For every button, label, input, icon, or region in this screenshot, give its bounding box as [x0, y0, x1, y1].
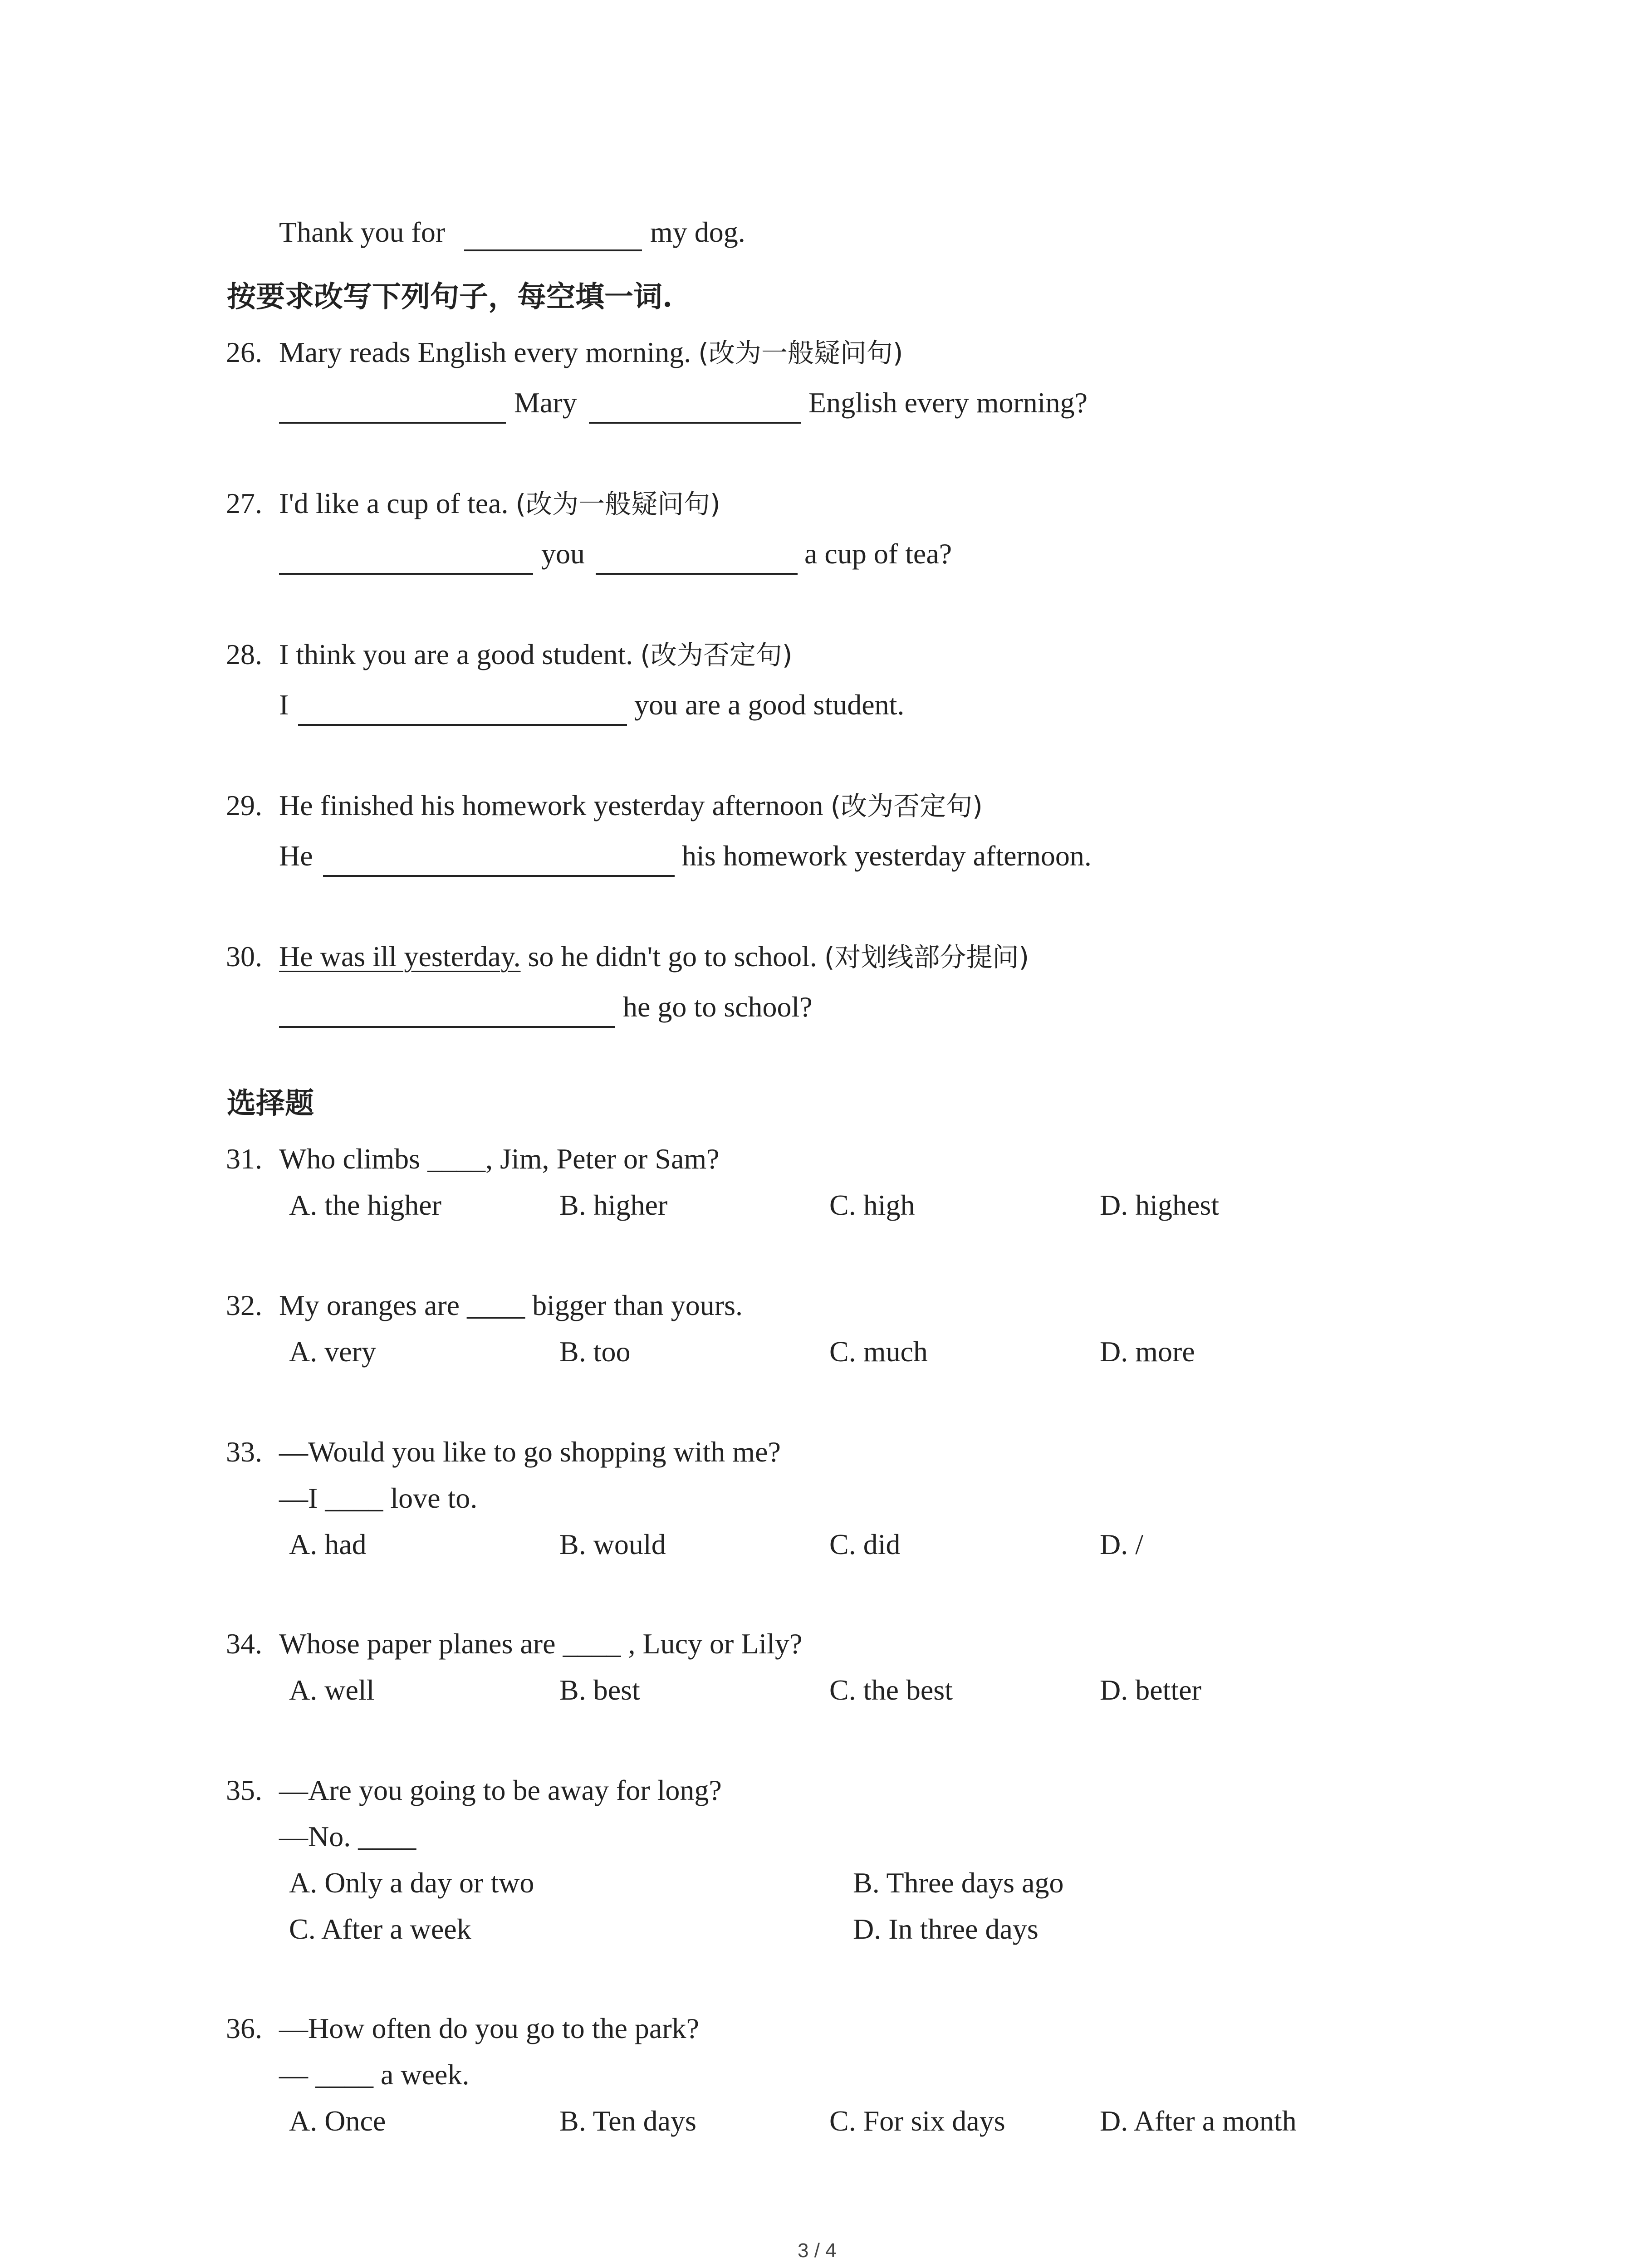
- q34-option-b[interactable]: B. best: [559, 1674, 640, 1706]
- q27-answer-end: a cup of tea?: [804, 538, 952, 570]
- q30-prompt: [279, 938, 1029, 975]
- q35-line-1: —Are you going to be away for long?: [279, 1774, 722, 1806]
- q33-number: 33.: [226, 1436, 262, 1468]
- q34-option-a[interactable]: A. well: [289, 1674, 375, 1706]
- q29-answer-start: He: [279, 840, 313, 872]
- q26-answer-mid: Mary: [514, 386, 577, 419]
- q28-note: (改为否定句): [640, 640, 793, 670]
- q35-option-b[interactable]: B. Three days ago: [853, 1867, 1064, 1899]
- q26-blank-1[interactable]: [279, 422, 506, 424]
- top-line-blank[interactable]: [464, 249, 642, 251]
- q29-answer-end: his homework yesterday afternoon.: [682, 840, 1092, 872]
- q31-option-b[interactable]: B. higher: [559, 1189, 668, 1221]
- q27-prompt: [279, 485, 720, 522]
- q32-option-c[interactable]: C. much: [829, 1335, 928, 1368]
- q35-number: 35.: [226, 1774, 262, 1806]
- section-heading-rewrite: 按要求改写下列句子，每空填一词.: [227, 280, 673, 314]
- q28-prompt: [279, 636, 793, 673]
- q28-answer-start: I: [279, 689, 289, 721]
- q35-option-c[interactable]: C. After a week: [289, 1913, 471, 1945]
- q29-prompt: [279, 787, 983, 824]
- q34-option-c[interactable]: C. the best: [829, 1674, 953, 1706]
- q33-option-b[interactable]: B. would: [559, 1528, 666, 1560]
- q29-blank[interactable]: [323, 875, 675, 877]
- section-heading-choice: 选择题: [227, 1086, 314, 1120]
- q33-option-d[interactable]: D. /: [1100, 1528, 1143, 1560]
- q26-text: Mary reads English every morning.: [279, 336, 699, 368]
- q36-option-a[interactable]: A. Once: [289, 2105, 386, 2137]
- q36-option-c[interactable]: C. For six days: [829, 2105, 1005, 2137]
- q28-number: 28.: [226, 638, 262, 670]
- q26-prompt: [279, 334, 903, 371]
- q30-note: (对划线部分提问): [824, 942, 1029, 973]
- q28-answer-end: you are a good student.: [634, 689, 905, 721]
- q32-option-b[interactable]: B. too: [559, 1335, 631, 1368]
- q29-text: He finished his homework yesterday afternoon: [279, 789, 831, 821]
- q31-option-a[interactable]: A. the higher: [289, 1189, 441, 1221]
- top-line-before: Thank you for: [279, 216, 446, 248]
- q27-number: 27.: [226, 487, 262, 519]
- q26-answer-end: English every morning?: [808, 386, 1087, 419]
- q33-line-2: —I ____ love to.: [279, 1482, 478, 1514]
- q32-option-a[interactable]: A. very: [289, 1335, 376, 1368]
- q34-text: Whose paper planes are ____ , Lucy or Lily?: [279, 1628, 803, 1660]
- q31-text: Who climbs ____, Jim, Peter or Sam?: [279, 1143, 720, 1175]
- top-line-after: my dog.: [650, 216, 745, 248]
- q26-blank-2[interactable]: [589, 422, 801, 424]
- q30-blank[interactable]: [279, 1026, 615, 1028]
- q33-option-c[interactable]: C. did: [829, 1528, 901, 1560]
- page-number: 3 / 4: [798, 2239, 837, 2262]
- q29-number: 29.: [226, 789, 262, 821]
- q32-option-d[interactable]: D. more: [1100, 1335, 1195, 1368]
- q34-number: 34.: [226, 1628, 262, 1660]
- q30-text: so he didn't go to school.: [520, 940, 824, 973]
- q34-option-d[interactable]: D. better: [1100, 1674, 1201, 1706]
- q33-line-1: —Would you like to go shopping with me?: [279, 1436, 781, 1468]
- q36-number: 36.: [226, 2012, 262, 2044]
- q35-option-a[interactable]: A. Only a day or two: [289, 1867, 534, 1899]
- q27-blank-1[interactable]: [279, 573, 533, 575]
- q26-number: 26.: [226, 336, 262, 368]
- q30-number: 30.: [226, 940, 262, 973]
- q26-note: (改为一般疑问句): [698, 337, 903, 368]
- q36-line-1: —How often do you go to the park?: [279, 2012, 700, 2044]
- q31-option-c[interactable]: C. high: [829, 1189, 915, 1221]
- q30-underlined-part: He was ill yesterday.: [279, 940, 521, 973]
- q27-note: (改为一般疑问句): [515, 489, 720, 519]
- q35-option-d[interactable]: D. In three days: [853, 1913, 1038, 1945]
- q32-text: My oranges are ____ bigger than yours.: [279, 1289, 743, 1321]
- q27-blank-2[interactable]: [596, 573, 798, 575]
- q30-answer-end: he go to school?: [623, 991, 813, 1023]
- q29-note: (改为否定句): [830, 791, 983, 821]
- q36-option-b[interactable]: B. Ten days: [559, 2105, 696, 2137]
- q27-answer-mid: you: [541, 538, 585, 570]
- q31-number: 31.: [226, 1143, 262, 1175]
- q28-text: I think you are a good student.: [279, 638, 641, 670]
- q28-blank[interactable]: [298, 724, 627, 726]
- q31-option-d[interactable]: D. highest: [1100, 1189, 1220, 1221]
- q33-option-a[interactable]: A. had: [289, 1528, 367, 1560]
- q35-line-2: —No. ____: [279, 1820, 416, 1853]
- q32-number: 32.: [226, 1289, 262, 1321]
- q36-line-2: — ____ a week.: [279, 2058, 470, 2091]
- q36-option-d[interactable]: D. After a month: [1100, 2105, 1297, 2137]
- q27-text: I'd like a cup of tea.: [279, 487, 516, 519]
